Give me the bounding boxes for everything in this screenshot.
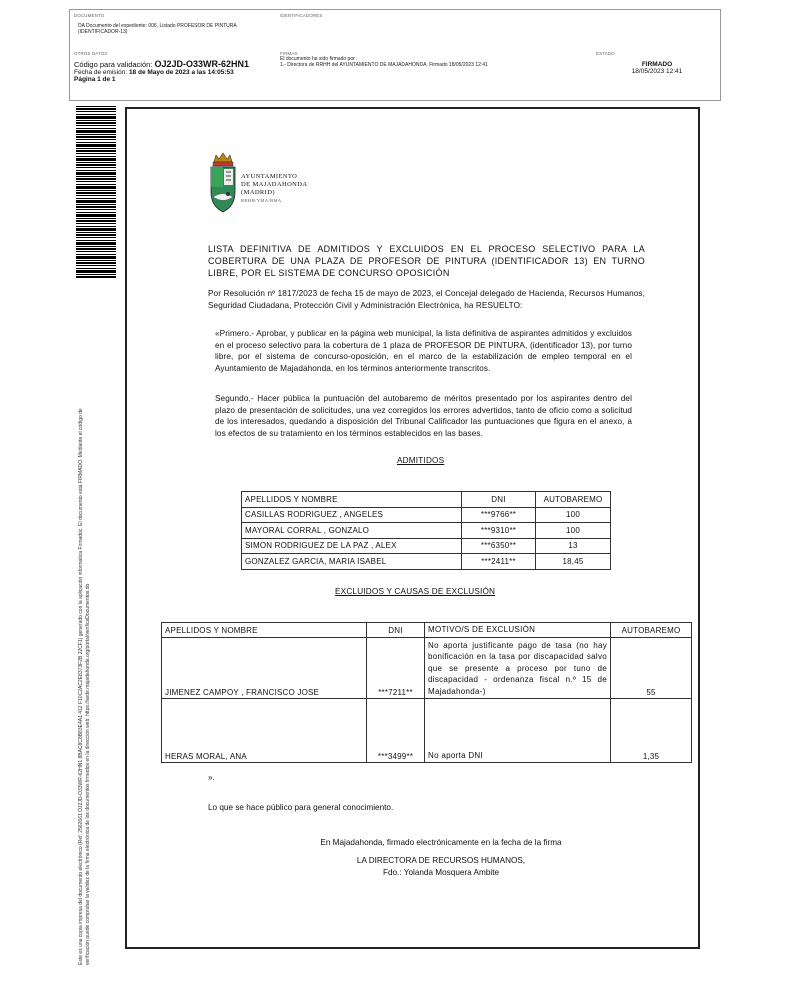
- cell-score: 100: [536, 523, 611, 539]
- cell-dni: ***3499**: [367, 699, 425, 763]
- cell-name: CASILLAS RODRIGUEZ , ANGELES: [242, 507, 462, 523]
- primero-paragraph: «Primero.- Aprobar, y publicar en la página web municipal, la lista definitiva de aspirantes admitidos y excluidos en el proceso selectivo para la cobertura de 1 plaza de PROFESOR DE PINTURA, (identificador 13), por turno libre, por el sistema de concurso-oposición, en el marco de la estabilización de empleo temporal en el Ayuntamiento de Majadahonda, en los términos anteriormente transcritos.: [215, 329, 632, 373]
- otros-datos-label: OTROS DATOS: [74, 51, 108, 56]
- signature-name: Fdo.: Yolanda Mosquera Ambite: [382, 867, 500, 877]
- excluidos-caption: EXCLUIDOS Y CAUSAS DE EXCLUSIÓN: [335, 587, 496, 596]
- admitidos-table: [241, 491, 611, 570]
- documento-line2: (IDENTIFICADOR-13): [78, 29, 128, 35]
- cell-dni: ***2411**: [462, 554, 536, 570]
- validation-code-row: [74, 59, 272, 69]
- cell-name: SIMON RODRIGUEZ DE LA PAZ , ALEX: [242, 538, 462, 554]
- table-header-row: [242, 492, 611, 508]
- fecha-emision-value: 18 de Mayo de 2023 a las 14:05:53: [128, 69, 234, 76]
- estado-cell: [592, 45, 722, 102]
- codigo-label: Código para validación:: [74, 60, 153, 69]
- table-header-row: [162, 623, 692, 638]
- cell-name: JIMENEZ CAMPOY , FRANCISCO JOSE: [162, 638, 367, 699]
- emission-date-row: [74, 69, 272, 76]
- cell-motivo: No aporta DNI: [425, 699, 611, 763]
- col-header-name: APELLIDOS Y NOMBRE: [242, 492, 462, 508]
- col-header-dni: DNI: [462, 492, 536, 508]
- letterhead-ref: RRHH/YMA/BMA: [241, 198, 282, 203]
- cell-name: HERAS MORAL, ANA: [162, 699, 367, 763]
- segundo-paragraph: Segundo.- Hacer pública la puntuación del autobaremo de méritos presentado por los aspirantes dentro del plazo de presentación de solicitudes, una vez corregidos los errores advertidos, tanto de oficio como a solicitud de los interesados, quedando a disposición del Tribunal Calificador las puntuaciones que figura en el anexo, a los efectos de su tratamiento en los términos establecidos en las bases.: [215, 394, 632, 438]
- cell-dni: ***9310**: [462, 523, 536, 539]
- documento-label: DOCUMENTO: [74, 13, 105, 18]
- col-header-dni: DNI: [367, 623, 425, 638]
- document-title: LISTA DEFINITIVA DE ADMITIDOS Y EXCLUIDOS EN EL PROCESO SELECTIVO PARA LA COBERTURA DE UNA PLAZA DE PROFESOR DE PINTURA (IDENTIFICADOR 13) EN TURNO LIBRE, POR EL SISTEMA DE CONCURSO OPOSICIÓN: [208, 244, 645, 278]
- signature-place-line: En Majadahonda, firmado electrónicamente en la fecha de la firma: [320, 838, 562, 847]
- table-row: [242, 507, 611, 523]
- firmas-label: FIRMAS: [280, 51, 298, 56]
- barcode-icon: [76, 106, 116, 278]
- documento-line1: DA Documento del expediente: 006, Listado PROFESOR DE PINTURA: [78, 23, 237, 29]
- col-header-autobaremo: AUTOBAREMO: [536, 492, 611, 508]
- estado-date: 18/05/2023 12:41: [631, 68, 683, 75]
- cell-dni: ***6350**: [462, 538, 536, 554]
- side-text-line1: Este es una copia impresa del documento electrónico (Ref: 2562661 OJ2JD-O33WR-62HN1 8BAC8C8B83E4A1 412 F10C2AC2E8373F2B 22CF1) generado con la aplicación informática Firmadoc. El documento está FIRMADO. Mediante el código de: [78, 408, 84, 965]
- otros-datos-cell: [70, 45, 276, 102]
- signature-block: [300, 855, 582, 878]
- admitidos-caption: ADMITIDOS: [397, 456, 445, 465]
- table-row: [242, 538, 611, 554]
- firmas-cell: [276, 45, 592, 102]
- codigo-value: OJ2JD-O33WR-62HN1: [154, 59, 250, 69]
- estado-value: FIRMADO: [641, 61, 673, 68]
- closing-quote: ».: [208, 773, 215, 782]
- col-header-motivo: MOTIVO/S DE EXCLUSIÓN: [425, 623, 611, 638]
- cell-name: GONZALEZ GARCIA, MARIA ISABEL: [242, 554, 462, 570]
- cell-score: 13: [536, 538, 611, 554]
- cell-motivo: No aporta justificante pago de tasa (no hay bonificación en la tasa por discapacidad salvo que se presente a proceso por tuno de discapacidad - ordenanza fiscal n.º 15 de Majadahonda-): [425, 638, 611, 699]
- letterhead-line3: (MADRID): [241, 189, 275, 196]
- col-header-name: APELLIDOS Y NOMBRE: [162, 623, 367, 638]
- verification-side-text: [78, 305, 91, 965]
- excluidos-table: [161, 622, 692, 763]
- table-row: [162, 638, 692, 699]
- cell-score: 100: [536, 507, 611, 523]
- page-number: Página 1 de 1: [74, 76, 116, 83]
- identificadores-label: IDENTIFICADORES: [280, 13, 323, 18]
- cell-score: 55: [611, 638, 692, 699]
- identificadores-cell: [276, 10, 722, 45]
- cell-score: 1,35: [611, 699, 692, 763]
- fecha-emision-label: Fecha de emisión:: [74, 69, 128, 76]
- letterhead-line1: AYUNTAMIENTO: [241, 173, 298, 180]
- letterhead-line2: DE MAJADAHONDA: [241, 181, 308, 188]
- cell-score: 18,45: [536, 554, 611, 570]
- cell-name: MAYORAL CORRAL , GONZALO: [242, 523, 462, 539]
- side-text-line2: verificación puede comprobar la validez de la firma electrónica de los documentos firmados en la dirección web: https://sede.majadahonda.org/portal/verificaDocumentos.do: [84, 583, 91, 965]
- documento-cell: [70, 10, 276, 45]
- estado-label: ESTADO: [596, 51, 615, 56]
- coat-of-arms-icon: [208, 152, 238, 214]
- table-row: [242, 554, 611, 570]
- cell-dni: ***7211**: [367, 638, 425, 699]
- firmas-line2: 1.- Directora de RRHH del AYUNTAMIENTO DE MAJADAHONDA. Firmado 18/05/2023 12:41: [280, 62, 488, 68]
- cell-dni: ***9766**: [462, 507, 536, 523]
- firmas-line1: El documento ha sido firmado por :: [280, 56, 358, 62]
- table-row: [162, 699, 692, 763]
- letterhead: [241, 173, 307, 205]
- resolution-paragraph: Por Resolución nº 1817/2023 de fecha 15 de mayo de 2023, el Concejal delegado de Hacienda, Recursos Humanos, Seguridad Ciudadana, Protección Civil y Administración Electrónica, ha RESUELTO:: [208, 289, 645, 310]
- publication-note: Lo que se hace público para general conocimiento.: [208, 803, 394, 812]
- table-row: [242, 523, 611, 539]
- signature-role: LA DIRECTORA DE RECURSOS HUMANOS,: [356, 856, 526, 865]
- document-header: [69, 9, 721, 101]
- col-header-autobaremo: AUTOBAREMO: [611, 623, 692, 638]
